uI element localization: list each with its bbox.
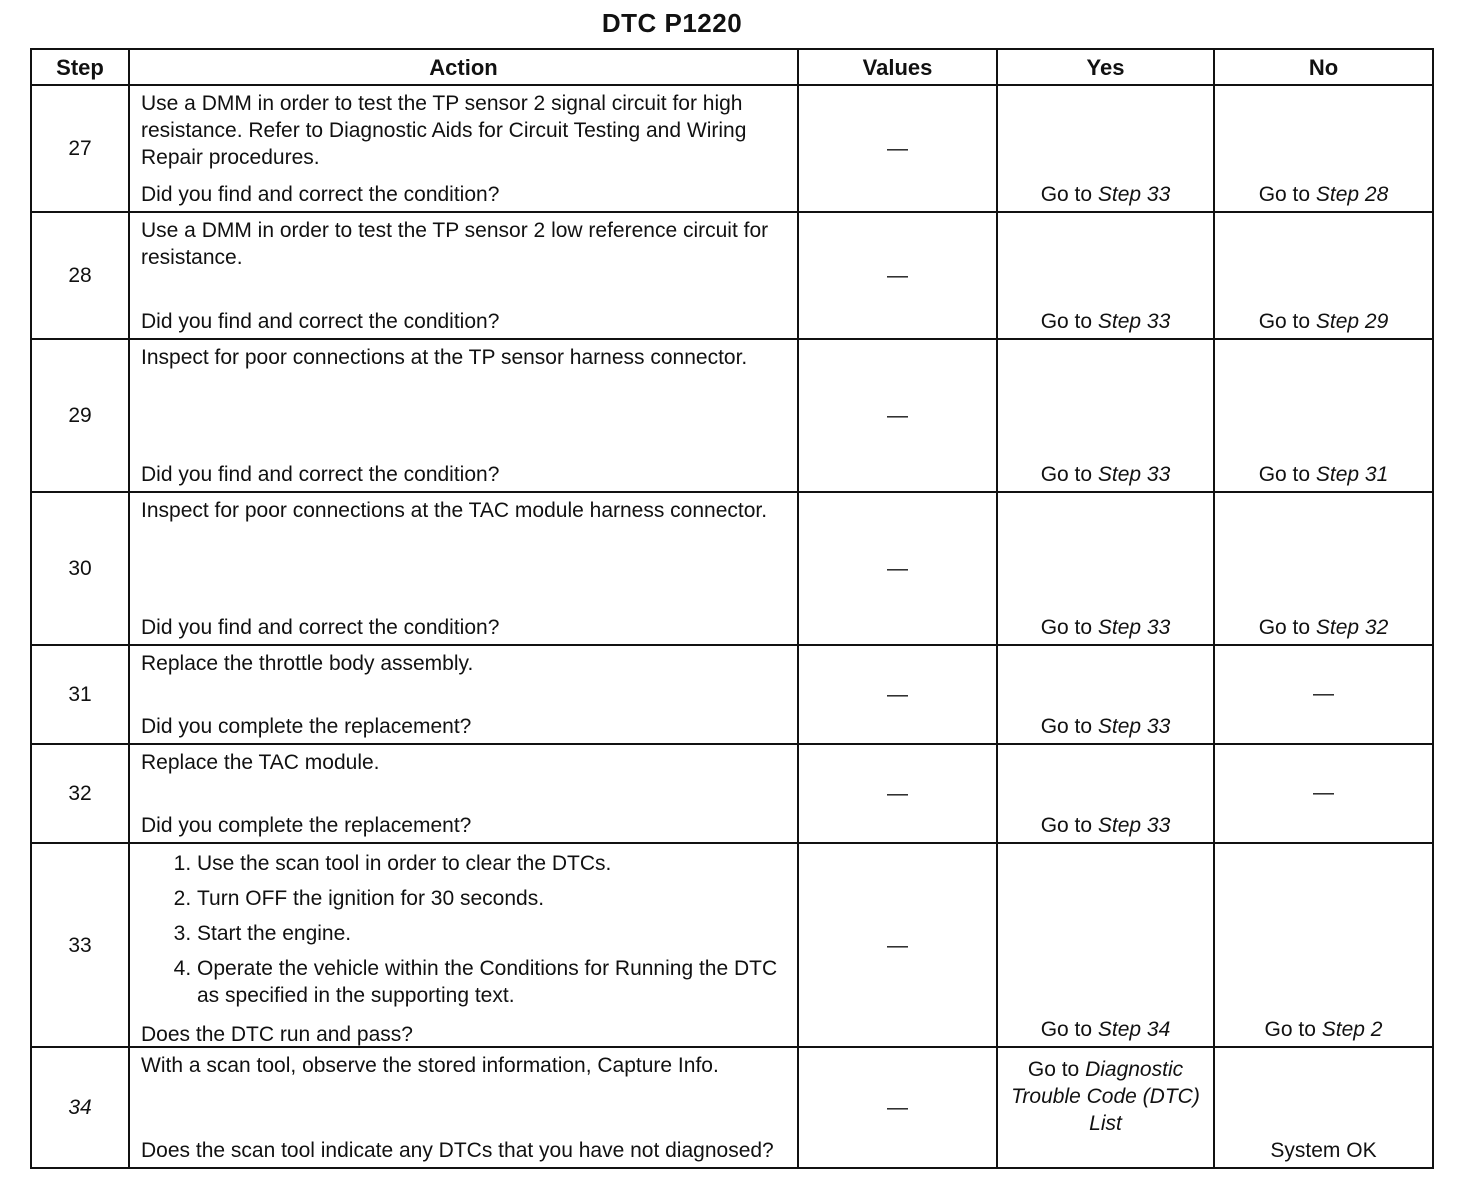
action-cell [129, 843, 798, 1047]
table-row [31, 645, 1433, 744]
step-number: 32 [31, 744, 129, 843]
action-cell [129, 645, 798, 744]
values-cell: — [798, 212, 997, 339]
list-item: 2. Turn OFF the ignition for 30 seconds. [197, 885, 787, 912]
yes-prefix: Go to [1040, 463, 1098, 486]
action-instruction: Inspect for poor connections at the TP sensor harness connector. [141, 346, 748, 369]
yes-prefix: Go to [1040, 183, 1098, 206]
table-row [31, 212, 1433, 339]
values-cell: — [798, 744, 997, 843]
no-prefix: Go to [1258, 463, 1316, 486]
yes-prefix: Go to [1040, 1018, 1098, 1041]
no-cell [1214, 339, 1433, 492]
yes-prefix: Go to [1040, 715, 1098, 738]
no-cell: — [1214, 645, 1433, 744]
table-row [31, 744, 1433, 843]
table-row [31, 843, 1433, 1047]
yes-step-link[interactable]: Step 33 [1097, 310, 1171, 333]
list-item: 4. Operate the vehicle within the Conditions for Running the DTC as specified in the supporting text. [197, 955, 787, 1009]
action-instruction: With a scan tool, observe the stored information, Capture Info. [141, 1054, 719, 1077]
yes-cell [997, 212, 1214, 339]
action-instruction: Inspect for poor connections at the TAC module harness connector. [141, 499, 768, 522]
values-cell: — [798, 492, 997, 645]
no-cell: — [1214, 744, 1433, 843]
action-question: Did you complete the replacement? [141, 814, 472, 837]
action-cell [129, 339, 798, 492]
action-instruction: Replace the throttle body assembly. [141, 652, 474, 675]
no-prefix: Go to [1258, 310, 1316, 333]
step-number: 28 [31, 212, 129, 339]
header-values: Values [798, 49, 997, 85]
step-number: 34 [31, 1047, 129, 1168]
no-prefix: Go to [1264, 1018, 1322, 1041]
yes-prefix: Go to [1027, 1058, 1086, 1081]
action-question: Did you find and correct the condition? [141, 463, 500, 486]
table-row [31, 492, 1433, 645]
yes-step-link[interactable]: Step 33 [1097, 463, 1171, 486]
dtc-list-link[interactable]: Diagnostic Trouble Code (DTC) List [1011, 1058, 1200, 1135]
action-cell [129, 85, 798, 212]
action-instruction: Use a DMM in order to test the TP sensor 2 signal circuit for high resistance. Refer to Diagnostic Aids for Circuit Testing and Wiring Repair procedures. [141, 92, 747, 169]
no-cell: System OK [1214, 1047, 1433, 1168]
values-cell: — [798, 843, 997, 1047]
yes-cell [997, 85, 1214, 212]
table-row [31, 339, 1433, 492]
yes-cell [997, 843, 1214, 1047]
yes-cell [997, 492, 1214, 645]
values-cell: — [798, 1047, 997, 1168]
action-question: Did you find and correct the condition? [141, 310, 500, 333]
yes-step-link[interactable]: Step 33 [1097, 814, 1171, 837]
no-cell [1214, 212, 1433, 339]
yes-prefix: Go to [1040, 310, 1098, 333]
action-step-list [141, 850, 787, 1017]
yes-step-link[interactable]: Step 33 [1097, 616, 1171, 639]
action-cell [129, 492, 798, 645]
yes-prefix: Go to [1040, 814, 1098, 837]
values-cell: — [798, 85, 997, 212]
yes-cell [997, 1047, 1214, 1168]
table-row [31, 85, 1433, 212]
action-cell [129, 744, 798, 843]
no-step-link[interactable]: Step 31 [1315, 463, 1389, 486]
table-header-row [31, 49, 1433, 85]
values-cell: — [798, 339, 997, 492]
step-number: 29 [31, 339, 129, 492]
step-number: 33 [31, 843, 129, 1047]
yes-prefix: Go to [1040, 616, 1098, 639]
action-question: Did you find and correct the condition? [141, 616, 500, 639]
page-title: DTC P1220 [601, 8, 743, 38]
yes-step-link[interactable]: Step 33 [1097, 715, 1171, 738]
action-instruction: Replace the TAC module. [141, 751, 380, 774]
step-number: 30 [31, 492, 129, 645]
action-cell [129, 1047, 798, 1168]
header-step: Step [31, 49, 129, 85]
no-step-link[interactable]: Step 29 [1315, 310, 1389, 333]
no-step-link[interactable]: Step 28 [1315, 183, 1389, 206]
no-step-link[interactable]: Step 2 [1321, 1018, 1383, 1041]
yes-cell [997, 645, 1214, 744]
no-cell [1214, 492, 1433, 645]
no-cell [1214, 85, 1433, 212]
no-prefix: Go to [1258, 183, 1316, 206]
list-item: 3. Start the engine. [197, 920, 787, 947]
list-item: 1. Use the scan tool in order to clear the DTCs. [197, 850, 787, 877]
header-yes: Yes [997, 49, 1214, 85]
action-question: Does the DTC run and pass? [141, 1023, 413, 1046]
action-instruction: Use a DMM in order to test the TP sensor 2 low reference circuit for resistance. [141, 219, 769, 269]
no-step-link[interactable]: Step 32 [1315, 616, 1389, 639]
dtc-table [30, 48, 1434, 1169]
action-question: Did you find and correct the condition? [141, 183, 500, 206]
yes-cell [997, 744, 1214, 843]
values-cell: — [798, 645, 997, 744]
header-action: Action [129, 49, 798, 85]
yes-step-link[interactable]: Step 33 [1097, 183, 1171, 206]
yes-cell [997, 339, 1214, 492]
no-cell [1214, 843, 1433, 1047]
table-row [31, 1047, 1433, 1168]
no-prefix: Go to [1258, 616, 1316, 639]
yes-step-link[interactable]: Step 34 [1097, 1018, 1171, 1041]
step-number: 27 [31, 85, 129, 212]
action-question: Did you complete the replacement? [141, 715, 472, 738]
action-cell [129, 212, 798, 339]
header-no: No [1214, 49, 1433, 85]
action-question: Does the scan tool indicate any DTCs that you have not diagnosed? [141, 1139, 774, 1162]
step-number: 31 [31, 645, 129, 744]
